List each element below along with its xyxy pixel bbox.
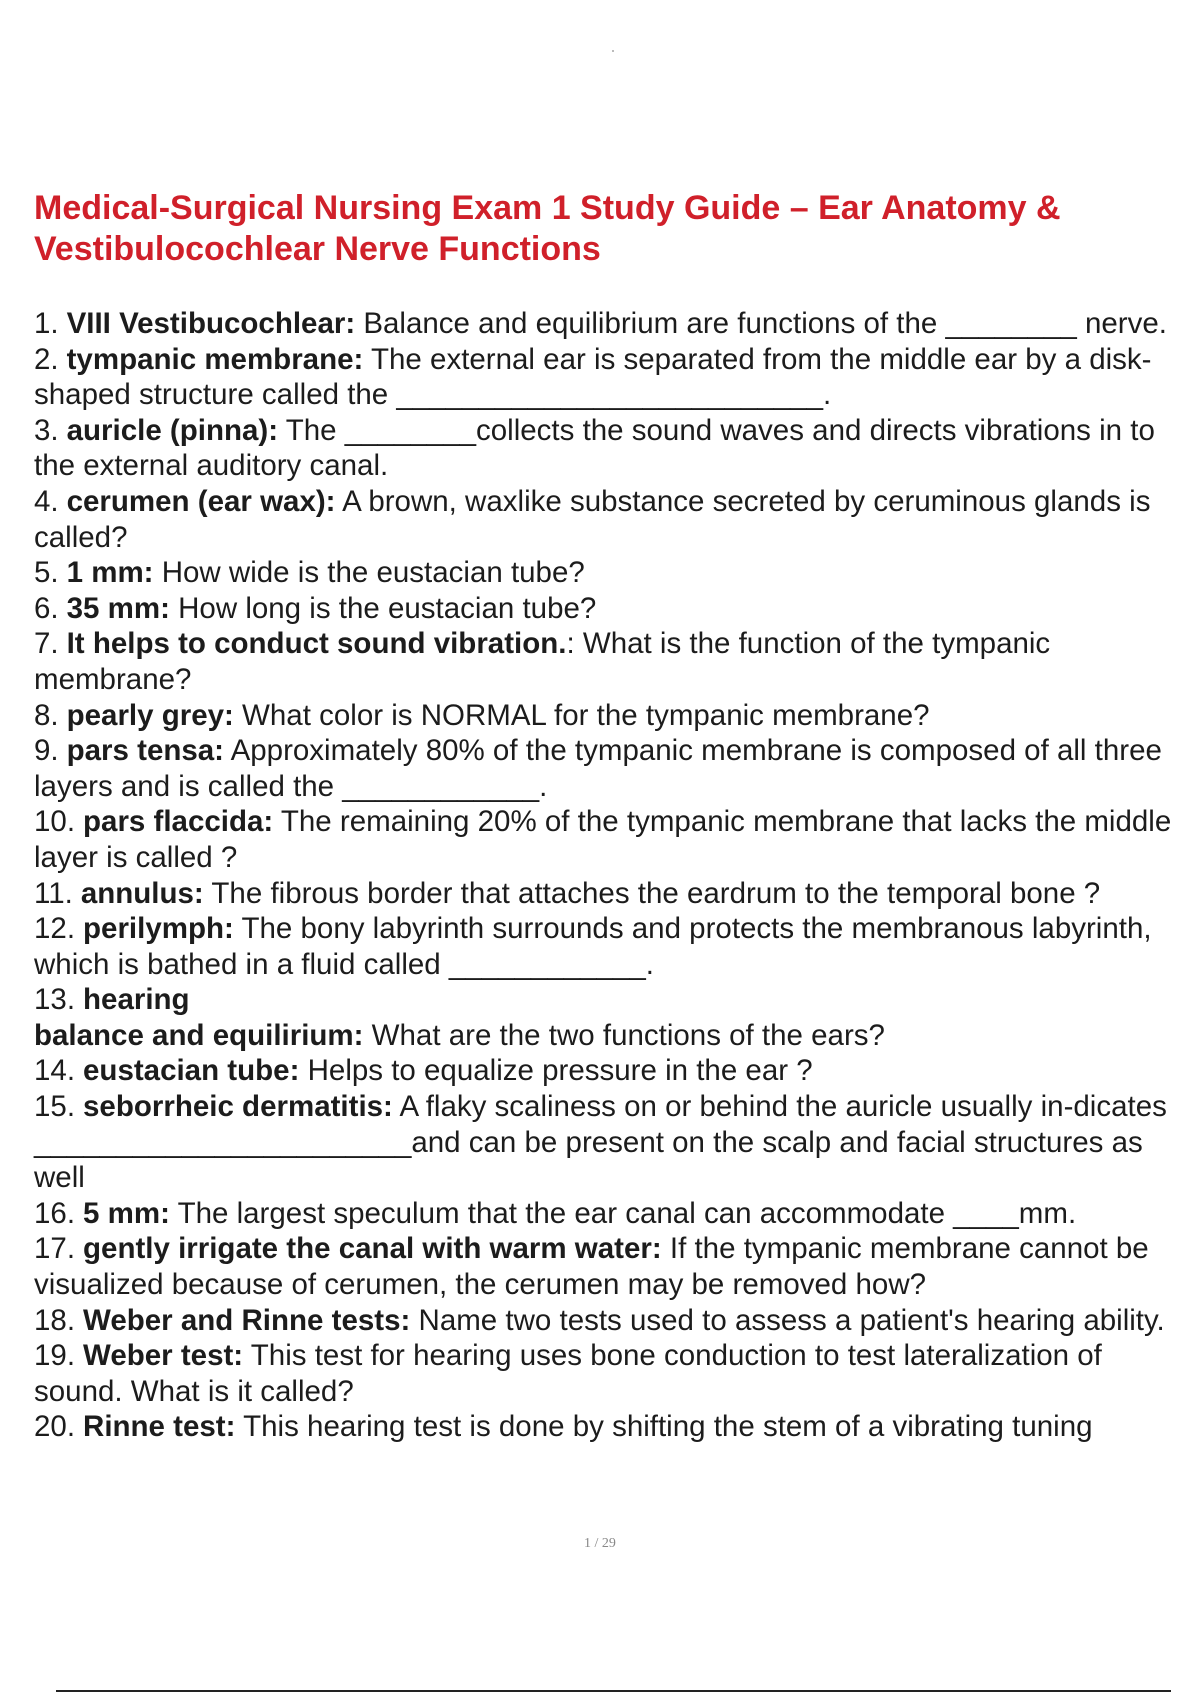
question-answer: Rinne test: xyxy=(83,1410,236,1444)
question-text: The external ear is separated from the middle ear by a disk-shaped structure called the __________________________. xyxy=(34,342,1152,412)
question-number: 1. xyxy=(34,307,59,340)
question-answer: auricle (pinna): xyxy=(66,413,279,447)
question-answer: Weber test: xyxy=(83,1339,244,1373)
question-text: The fibrous border that attaches the eardrum to the temporal bone ? xyxy=(203,876,1101,910)
question-text: How long is the eustacian tube? xyxy=(169,591,597,625)
question-item xyxy=(34,484,1194,555)
question-answer: perilymph: xyxy=(83,912,234,946)
bottom-divider xyxy=(56,1690,1171,1692)
question-text: Approximately 80% of the tympanic membrane is composed of all three layers and is called the ____________. xyxy=(34,734,1162,803)
question-item xyxy=(34,342,1194,413)
question-text: : What is the function of the tympanic membrane? xyxy=(34,627,1051,696)
question-number: 18. xyxy=(34,1303,76,1337)
question-text: The ________collects the sound waves and directs vibrations in to the external auditory canal. xyxy=(34,413,1155,483)
question-number: 19. xyxy=(34,1339,76,1373)
question-item xyxy=(34,733,1194,804)
question-number: 12. xyxy=(34,912,76,946)
page-title: Medical-Surgical Nursing Exam 1 Study Guide – Ear Anatomy & Vestibulocochlear Nerve Functions xyxy=(34,189,1061,268)
question-text: If the tympanic membrane cannot be visualized because of cerumen, the cerumen may be removed how? xyxy=(34,1232,1149,1302)
question-number: 15. xyxy=(34,1090,76,1124)
question-item xyxy=(34,1303,1194,1339)
question-item xyxy=(34,911,1194,982)
question-answer: pars tensa: xyxy=(66,734,225,768)
question-answer: tympanic membrane: xyxy=(66,342,364,376)
question-item xyxy=(34,1338,1194,1409)
question-text: The remaining 20% of the tympanic membrane that lacks the middle layer is called ? xyxy=(34,805,1172,874)
question-number: 9. xyxy=(34,734,59,768)
question-number: 4. xyxy=(34,484,59,518)
question-text: The largest speculum that the ear canal can accommodate ____mm. xyxy=(169,1196,1077,1230)
question-number: 6. xyxy=(34,591,59,625)
question-answer: 35 mm: xyxy=(66,591,170,625)
question-number: 7. xyxy=(34,627,59,661)
question-text: A flaky scaliness on or behind the auricle usually in-dicates _______________________and can be present on the scalp and facial structures as well xyxy=(34,1090,1167,1195)
question-answer: VIII Vestibucochlear: xyxy=(66,307,356,340)
question-item xyxy=(34,555,1194,591)
question-text: Name two tests used to assess a patient's hearing ability. xyxy=(410,1303,1165,1337)
question-number: 8. xyxy=(34,698,59,732)
question-text: Helps to equalize pressure in the ear ? xyxy=(299,1054,813,1088)
question-item xyxy=(34,1196,1194,1232)
question-answer: pars flaccida: xyxy=(83,805,274,839)
question-text: What are the two functions of the ears? xyxy=(363,1018,885,1052)
question-answer: seborrheic dermatitis: xyxy=(83,1090,393,1124)
question-number: 14. xyxy=(34,1054,76,1088)
question-answer: 1 mm: xyxy=(66,556,154,590)
question-text: This hearing test is done by shifting the stem of a vibrating tuning xyxy=(235,1410,1093,1444)
question-text: The bony labyrinth surrounds and protects the membranous labyrinth, which is bathed in a fluid called ____________. xyxy=(34,912,1152,981)
question-item xyxy=(34,982,1194,1053)
question-number: 3. xyxy=(34,413,59,447)
question-text: This test for hearing uses bone conduction to test lateralization of sound. What is it called? xyxy=(34,1339,1102,1408)
question-number: 17. xyxy=(34,1232,76,1266)
question-item xyxy=(34,1231,1194,1302)
question-answer: eustacian tube: xyxy=(83,1054,300,1088)
question-item xyxy=(34,1053,1194,1089)
question-text: Balance and equilibrium are functions of the ________ nerve. xyxy=(355,307,1167,340)
question-answer: gently irrigate the canal with warm water: xyxy=(83,1232,662,1266)
question-item xyxy=(34,698,1194,734)
question-number: 16. xyxy=(34,1196,76,1230)
question-list xyxy=(34,306,1194,1445)
question-item xyxy=(34,306,1194,342)
question-number: 20. xyxy=(34,1410,76,1444)
scan-mark xyxy=(612,50,614,52)
question-text: A brown, waxlike substance secreted by ceruminous glands is called? xyxy=(34,484,1151,554)
question-answer: It helps to conduct sound vibration. xyxy=(66,627,567,661)
question-answer: 5 mm: xyxy=(83,1196,170,1230)
question-item xyxy=(34,626,1194,697)
question-number: 2. xyxy=(34,342,59,376)
question-item xyxy=(34,591,1194,627)
question-number: 10. xyxy=(34,805,76,839)
question-item xyxy=(34,1409,1194,1445)
question-number: 11. xyxy=(34,876,73,910)
question-text: What color is NORMAL for the tympanic membrane? xyxy=(233,698,930,732)
question-answer: annulus: xyxy=(80,876,204,910)
question-answer: cerumen (ear wax): xyxy=(66,484,336,518)
question-answer: pearly grey: xyxy=(66,698,234,732)
question-item xyxy=(34,413,1194,484)
question-number: 5. xyxy=(34,556,59,590)
question-answer: hearing balance and equilirium: xyxy=(34,983,364,1052)
question-text: How wide is the eustacian tube? xyxy=(153,556,585,590)
page-number: 1 / 29 xyxy=(584,1536,616,1551)
question-answer: Weber and Rinne tests: xyxy=(83,1303,411,1337)
question-item xyxy=(34,1089,1194,1196)
question-item xyxy=(34,804,1194,875)
question-item xyxy=(34,876,1194,912)
question-number: 13. xyxy=(34,983,76,1017)
